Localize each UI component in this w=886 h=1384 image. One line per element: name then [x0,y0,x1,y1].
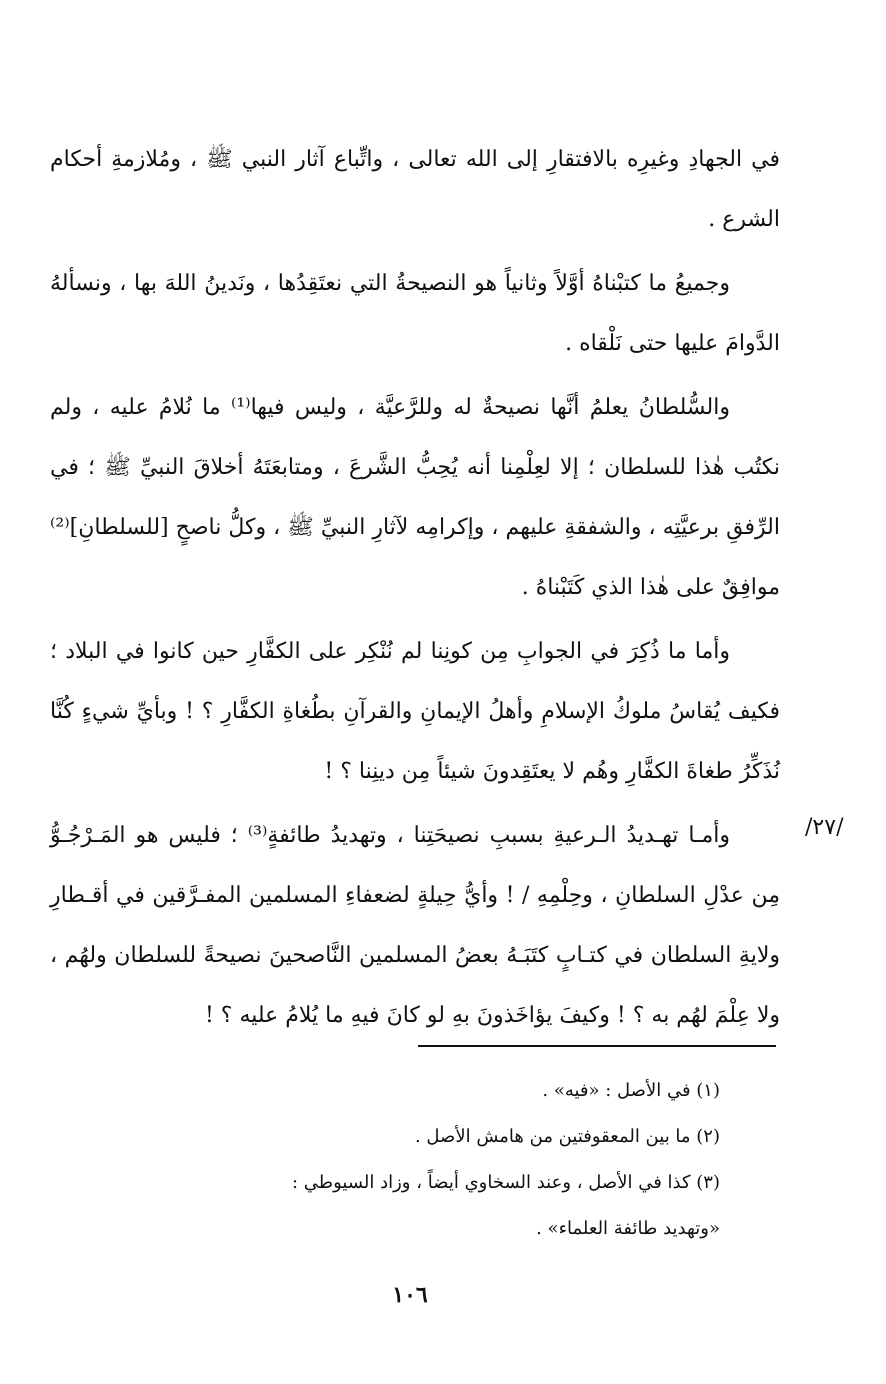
footnotes [280,1068,720,1252]
paragraph-3: والسُّلطانُ يعلمُ أنَّها نصيحةٌ له وللرَّعيَّة ، وليس فيها⁽¹⁾ ما نُلامُ عليه ، ولم نكتُب هٰذا للسلطان ؛ إلا لعِلْمِنا أنه يُحِبُّ الشَّرعَ ، ومتابعَتَهُ أخلاقَ النبيِّ ﷺ ؛ في الرِّفقِ برعيَّتِه ، والشفقةِ عليهم ، وإكرامِه لآثارِ النبيِّ ﷺ ، وكلُّ ناصحٍ [للسلطانِ]⁽²⁾ موافِقٌ على هٰذا الذي كَتَبْناهُ . [50,395,780,600]
paragraph-1: في الجهادِ وغيرِه بالافتقارِ إلى الله تعالى ، واتِّباع آثار النبي ﷺ ، ومُلازمةِ أحكام الشرع . [50,147,780,232]
footnote-divider [418,1045,776,1047]
footnote-1: (١) في الأصل : «فيه» . [542,1080,720,1101]
footnote-3: (٣) كذا في الأصل ، وعند السخاوي أيضاً ، وزاد السيوطي : «وتهديد طائفة العلماء» . [291,1172,720,1239]
page-number: ١٠٦ [392,1282,428,1308]
main-text [50,130,780,1050]
paragraph-5: وأمـا تهـديدُ الـرعيةِ بسببِ نصيحَتِنا ، وتهديدُ طائفةٍ⁽³⁾ ؛ فليس هو المَـرْجُـوُّ مِن عدْلِ السلطانِ ، وحِلْمِهِ / ! وأيُّ حِيلةٍ لضعفاءِ المسلمين المفـرَّقين في أقـطارِ ولايةِ السلطان في كتـابٍ كتَبَـهُ بعضُ المسلمين النَّاصحينَ نصيحةً للسلطان ولهُم ، ولا عِلْمَ لهُم به ؟ ! وكيفَ يؤاخَذونَ بهِ لو كانَ فيهِ ما يُلامُ عليه ؟ ! [50,823,780,1028]
paragraph-4: وأما ما ذُكِرَ في الجوابِ مِن كونِنا لم نُنْكِر على الكفَّارِ حين كانوا في البلاد ؛ فكيف يُقاسُ ملوكُ الإسلامِ وأهلُ الإيمانِ والقرآنِ بطُغاةِ الكفَّارِ ؟ ! وبأيِّ شيءٍ كُنَّا نُذَكِّرُ طغاةَ الكفَّارِ وهُم لا يعتَقِدونَ شيئاً مِن دينِنا ؟ ! [50,639,780,784]
footnote-2: (٢) ما بين المعقوفتين من هامش الأصل . [414,1126,720,1147]
paragraph-2: وجميعُ ما كتبْناهُ أوَّلاً وثانياً هو النصيحةُ التي نعتَقِدُها ، ونَدينُ اللهَ بها ، ونسألهُ الدَّوامَ عليها حتى نَلْقاه . [50,271,780,356]
manuscript-folio-marker: /٢٧/ [805,815,844,840]
